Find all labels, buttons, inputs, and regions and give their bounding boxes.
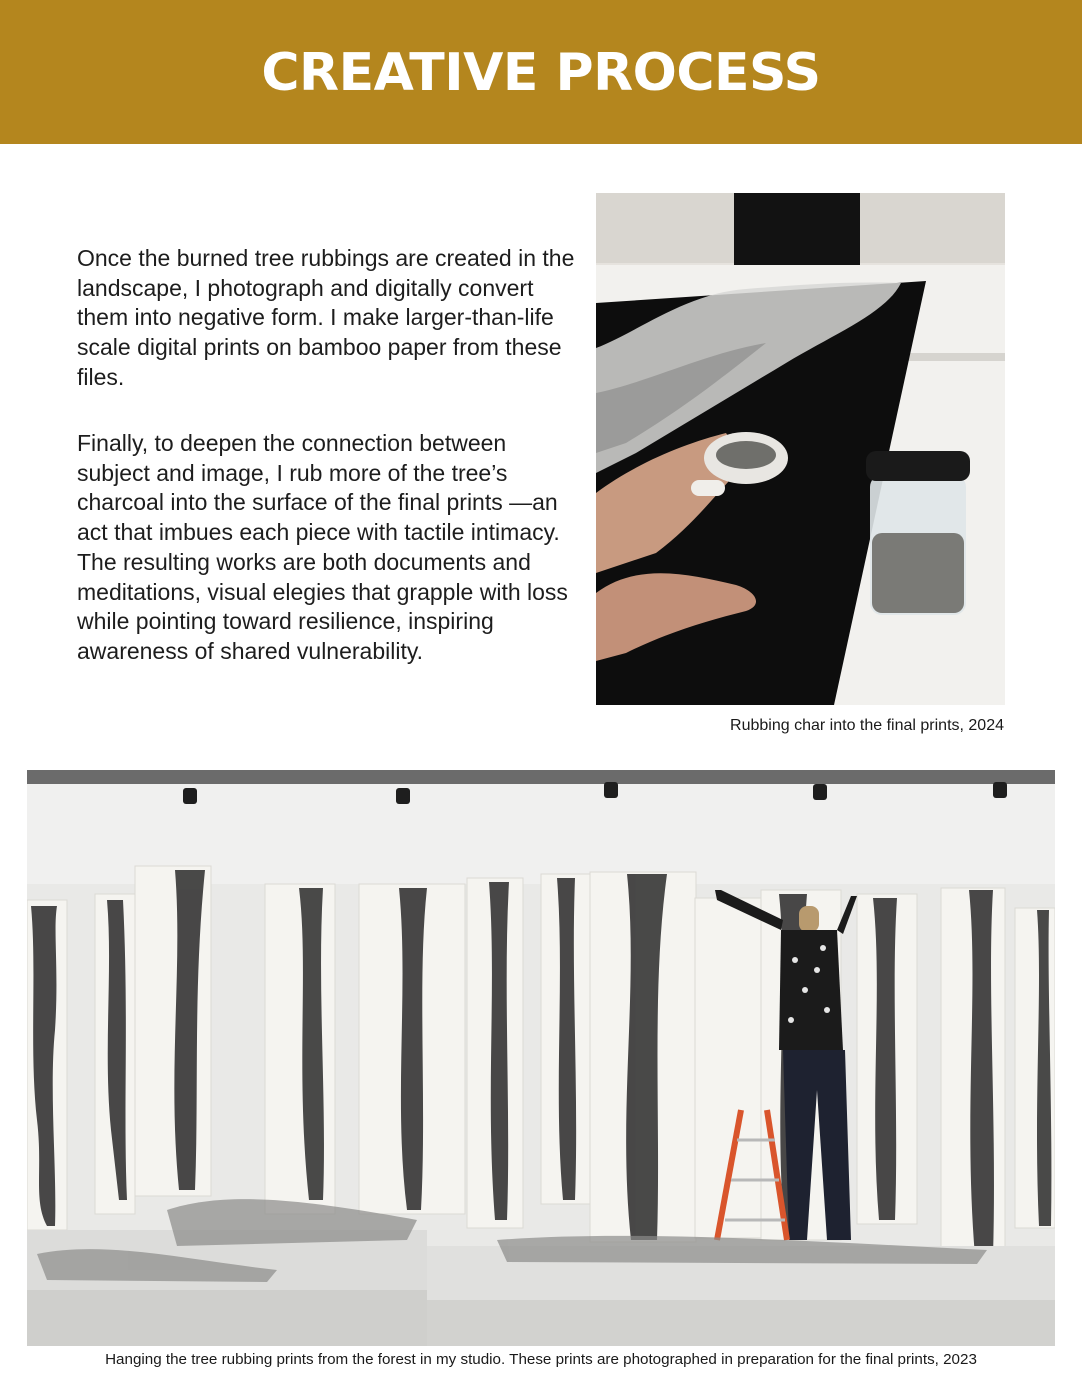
photo-rubbing-char	[596, 193, 1005, 705]
title-banner	[0, 0, 1082, 144]
page-title: CREATIVE PROCESS	[261, 43, 821, 103]
body-paragraph: Once the burned tree rubbings are created in the landscape, I photograph and digitally convert them into negative form. I make larger-than-life scale digital prints on bamboo paper from these files.	[77, 245, 575, 390]
photo-hanging-prints	[27, 770, 1055, 1346]
figure-caption: Rubbing char into the final prints, 2024	[730, 717, 1004, 734]
figure-caption: Hanging the tree rubbing prints from the forest in my studio. These prints are photographed in preparation for the final prints, 2023	[105, 1351, 977, 1368]
body-paragraph: Finally, to deepen the connection between subject and image, I rub more of the tree’s charcoal into the surface of the final prints —an act that imbues each piece with tactile intimacy. The resulting works are both documents and meditations, visual elegies that grapple with loss while pointing toward resilience, inspiring awareness of shared vulnerability.	[77, 430, 568, 664]
